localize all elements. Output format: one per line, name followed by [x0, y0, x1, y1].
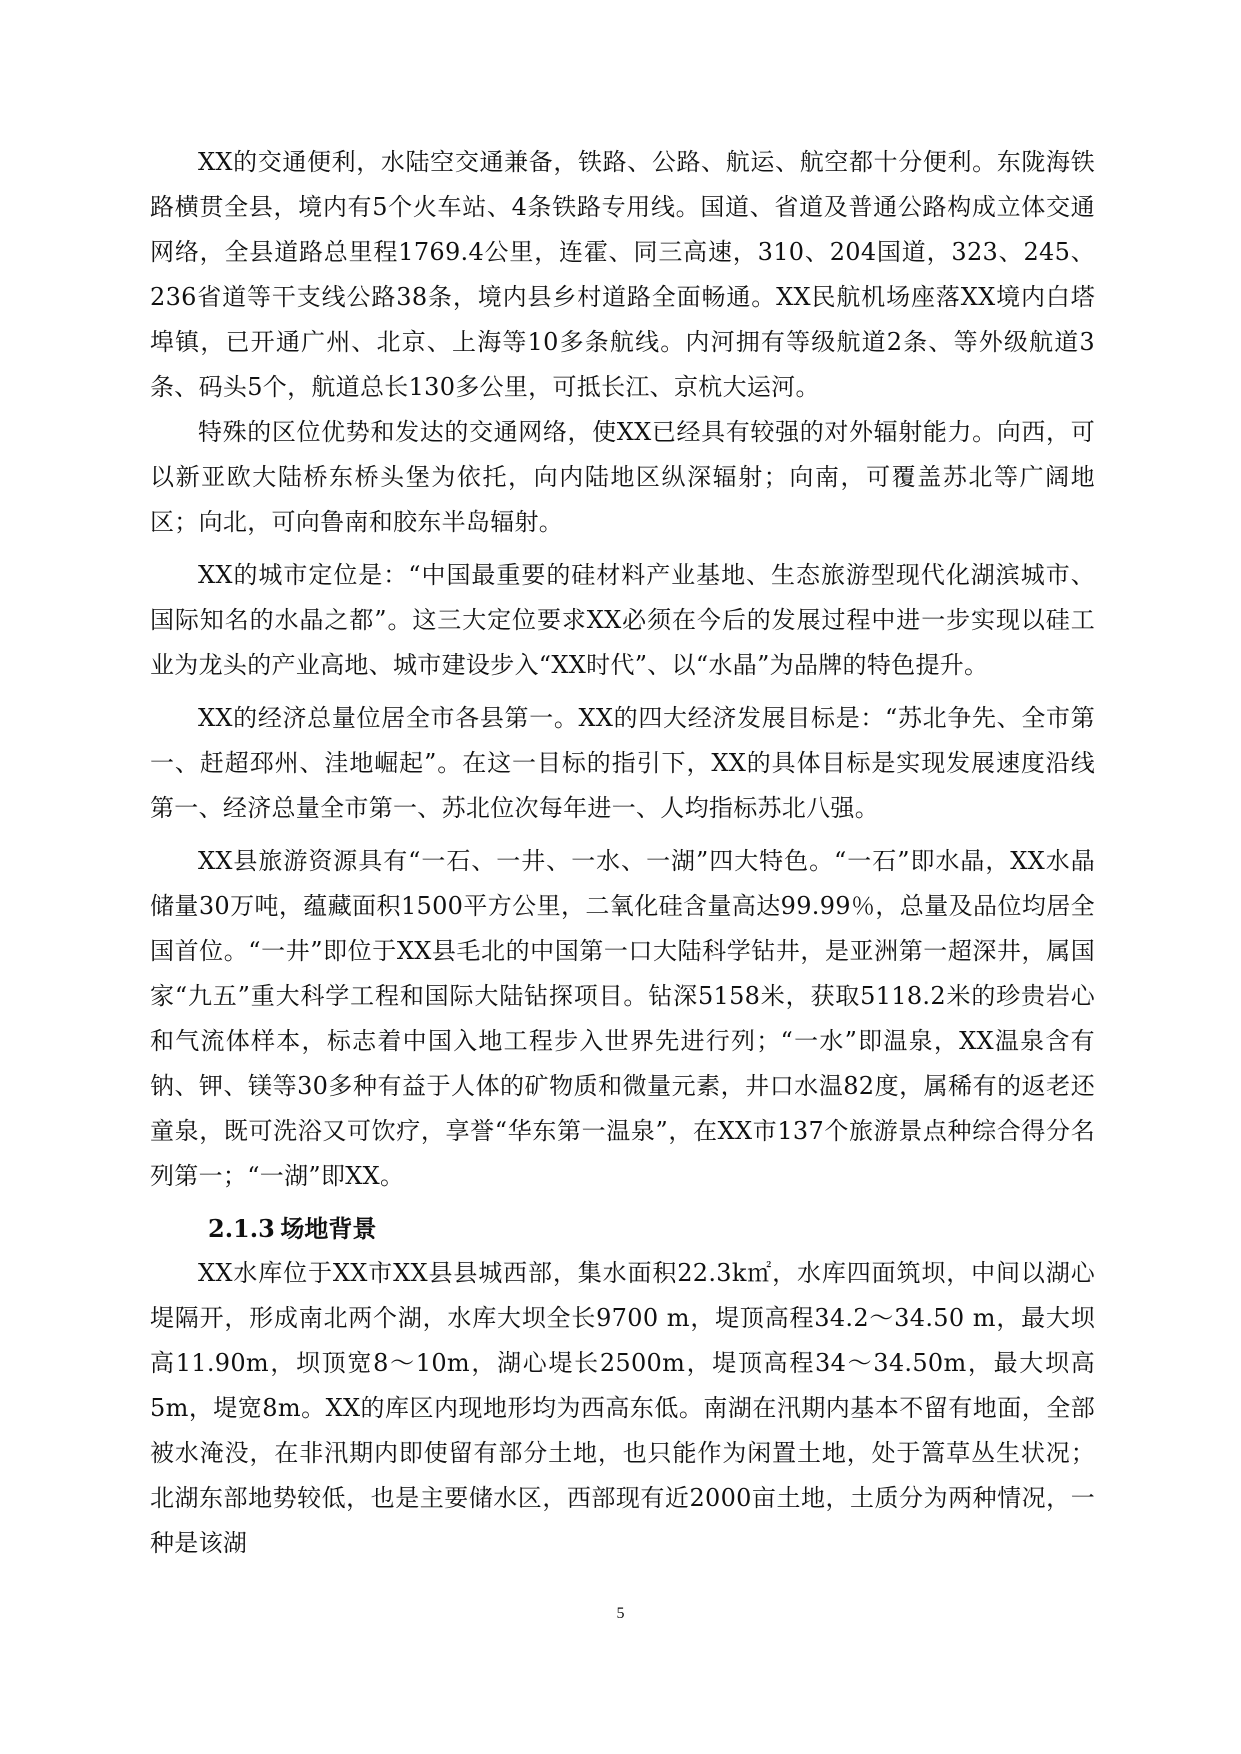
section-title: 场地背景	[280, 1214, 377, 1243]
section-number: 2.1.3	[208, 1214, 275, 1243]
paragraph-radiation: 特殊的区位优势和发达的交通网络，使XX已经具有较强的对外辐射能力。向西，可以新亚欧大陆桥东桥头堡为依托，向内陆地区纵深辐射；向南，可覆盖苏北等广阔地区；向北，可向鲁南和胶东半岛辐射。	[150, 418, 1095, 536]
paragraph-city-positioning: XX的城市定位是：“中国最重要的硅材料产业基地、生态旅游型现代化湖滨城市、国际知名的水晶之都”。这三大定位要求XX必须在今后的发展过程中进一步实现以硅工业为龙头的产业高地、城市建设步入“XX时代”、以“水晶”为品牌的特色提升。	[150, 561, 1095, 679]
paragraph-economy: XX的经济总量位居全市各县第一。XX的四大经济发展目标是：“苏北争先、全市第一、赶超邳州、洼地崛起”。在这一目标的指引下，XX的具体目标是实现发展速度沿线第一、经济总量全市第一、苏北位次每年进一、人均指标苏北八强。	[150, 704, 1095, 822]
paragraph-transport: XX的交通便利，水陆空交通兼备，铁路、公路、航运、航空都十分便利。东陇海铁路横贯全县，境内有5个火车站、4条铁路专用线。国道、省道及普通公路构成立体交通网络，全县道路总里程1769.4公里，连霍、同三高速，310、204国道，323、245、236省道等干支线公路38条，境内县乡村道路全面畅通。XX民航机场座落XX境内白塔埠镇，已开通广州、北京、上海等10多条航线。内河拥有等级航道2条、等外级航道3条、码头5个，航道总长130多公里，可抵长江、京杭大运河。	[150, 148, 1095, 401]
document-body	[150, 140, 1095, 1566]
section-heading	[150, 1207, 1095, 1251]
paragraph-tourism: XX县旅游资源具有“一石、一井、一水、一湖”四大特色。“一石”即水晶，XX水晶储量30万吨，蕴藏面积1500平方公里，二氧化硅含量高达99.99％，总量及品位均居全国首位。“一井”即位于XX县毛北的中国第一口大陆科学钻井，是亚洲第一超深井，属国家“九五”重大科学工程和国际大陆钻探项目。钻深5158米，获取5118.2米的珍贵岩心和气流体样本，标志着中国入地工程步入世界先进行列；“一水”即温泉，XX温泉含有钠、钾、镁等30多种有益于人体的矿物质和微量元素，井口水温82度，属稀有的返老还童泉，既可洗浴又可饮疗，享誉“华东第一温泉”，在XX市137个旅游景点种综合得分名列第一；“一湖”即XX。	[150, 847, 1095, 1190]
page-number: 5	[616, 1605, 625, 1622]
paragraph-site-background: XX水库位于XX市XX县县城西部，集水面积22.3k㎡，水库四面筑坝，中间以湖心堤隔开，形成南北两个湖，水库大坝全长9700 m，堤顶高程34.2～34.50 m，最大坝高11.90m，坝顶宽8～10m，湖心堤长2500m，堤顶高程34～34.50m，最大坝高5m，堤宽8m。XX的库区内现地形均为西高东低。南湖在汛期内基本不留有地面，全部被水淹没，在非汛期内即使留有部分土地，也只能作为闲置土地，处于篙草丛生状况；北湖东部地势较低，也是主要储水区，西部现有近2000亩土地，土质分为两种情况，一种是该湖	[150, 1259, 1095, 1557]
